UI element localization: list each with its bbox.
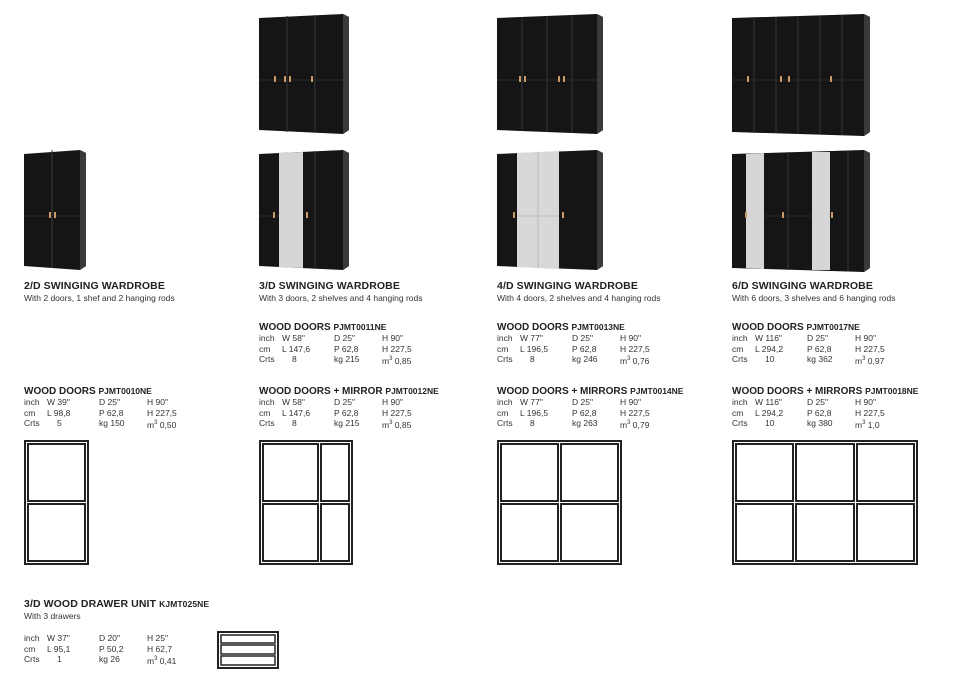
spec-depth: P 62,8 <box>572 343 597 354</box>
spec-depth: D 25" <box>99 397 120 407</box>
spec-depth: P 62,8 <box>807 343 832 354</box>
spec-name: WOOD DOORS <box>24 386 96 397</box>
spec-height: H 227,5 <box>147 407 177 418</box>
spec-depth: D 25" <box>807 397 828 407</box>
spec-block <box>732 386 952 429</box>
spec-width: W 37" <box>47 633 70 643</box>
spec-code: PJMT0017NE <box>806 322 860 332</box>
spec-code: PJMT0014NE <box>630 386 684 396</box>
spec-depth: P 62,8 <box>334 407 359 418</box>
product-title-3d: 3/D SWINGING WARDROBE <box>259 280 400 292</box>
spec-depth: D 25" <box>334 397 355 407</box>
spec-height: H 227,5 <box>382 407 412 418</box>
front-view-2d <box>24 440 89 565</box>
spec-code: PJMT0013NE <box>571 322 625 332</box>
spec-volume: $m^3$ 0,41 <box>147 655 177 666</box>
spec-height: H 90" <box>620 333 641 343</box>
spec-width: L 95,1 <box>47 643 71 654</box>
spec-cartons: 5 <box>57 418 62 428</box>
wardrobe-3d-photo <box>259 14 349 134</box>
front-view-3d <box>259 440 353 565</box>
front-view-6d <box>732 440 918 565</box>
spec-width: L 98,8 <box>47 407 71 418</box>
spec-volume: $m^3$ 0,79 <box>620 419 650 430</box>
spec-depth: P 62,8 <box>807 407 832 418</box>
spec-name: WOOD DOORS <box>497 322 569 333</box>
spec-weight: kg 150 <box>99 418 125 428</box>
spec-block <box>24 633 224 665</box>
spec-cartons: 8 <box>530 418 535 428</box>
spec-width: W 39" <box>47 397 70 407</box>
spec-width: L 196,5 <box>520 343 549 354</box>
spec-height: H 227,5 <box>620 343 650 354</box>
spec-volume: $m^3$ 0,85 <box>382 419 412 430</box>
spec-unit: cm <box>24 407 36 418</box>
spec-height: H 90" <box>620 397 641 407</box>
spec-table <box>259 333 459 365</box>
product-desc-2d: With 2 doors, 1 shef and 2 hanging rods <box>24 293 175 303</box>
spec-volume: $m^3$ 0,85 <box>382 355 412 366</box>
spec-code: PJMT0010NE <box>98 386 152 396</box>
spec-depth: D 25" <box>334 333 355 343</box>
spec-height: H 90" <box>382 333 403 343</box>
drawer-unit-desc: With 3 drawers <box>24 611 81 621</box>
front-view-drawer-unit <box>217 631 279 669</box>
spec-depth: D 25" <box>572 333 593 343</box>
wardrobe-2d-photo <box>24 150 86 270</box>
spec-cartons: 1 <box>57 654 62 664</box>
spec-table <box>497 333 697 365</box>
spec-depth: P 50,2 <box>99 643 124 654</box>
spec-cartons: 8 <box>530 354 535 364</box>
front-view-4d <box>497 440 622 565</box>
spec-cartons: 8 <box>292 354 297 364</box>
spec-unit: Crts <box>732 354 748 364</box>
spec-table <box>259 397 479 429</box>
spec-code: PJMT0011NE <box>333 322 387 332</box>
wardrobe-6d-photo <box>732 14 870 136</box>
spec-name: WOOD DOORS + MIRRORS <box>732 386 863 397</box>
spec-width: L 196,5 <box>520 407 549 418</box>
spec-height: H 227,5 <box>382 343 412 354</box>
spec-unit: cm <box>259 407 271 418</box>
spec-unit: Crts <box>732 418 748 428</box>
spec-unit: inch <box>732 333 748 343</box>
spec-width: W 58" <box>282 333 305 343</box>
spec-weight: kg 246 <box>572 354 598 364</box>
spec-width: L 147,6 <box>282 407 311 418</box>
spec-unit: inch <box>732 397 748 407</box>
spec-depth: D 25" <box>807 333 828 343</box>
spec-unit: inch <box>497 397 513 407</box>
spec-unit: inch <box>259 397 275 407</box>
spec-volume: $m^3$ 0,76 <box>620 355 650 366</box>
spec-block <box>497 322 697 365</box>
spec-block <box>259 386 479 429</box>
product-desc-4d: With 4 doors, 2 shelves and 4 hanging rods <box>497 293 661 303</box>
spec-unit: Crts <box>259 418 275 428</box>
product-desc-6d: With 6 doors, 3 shelves and 6 hanging rods <box>732 293 896 303</box>
spec-height: H 90" <box>855 397 876 407</box>
product-desc-3d: With 3 doors, 2 shelves and 4 hanging rods <box>259 293 423 303</box>
spec-unit: inch <box>497 333 513 343</box>
spec-code: PJMT0012NE <box>385 386 439 396</box>
spec-width: W 116" <box>755 397 782 407</box>
spec-height: H 227,5 <box>620 407 650 418</box>
spec-unit: inch <box>259 333 275 343</box>
spec-table <box>24 633 224 665</box>
spec-unit: Crts <box>24 654 40 664</box>
spec-depth: P 62,8 <box>334 343 359 354</box>
spec-weight: kg 362 <box>807 354 833 364</box>
spec-height: H 90" <box>147 397 168 407</box>
spec-block <box>497 386 717 429</box>
spec-weight: kg 215 <box>334 418 360 428</box>
spec-name: WOOD DOORS + MIRRORS <box>497 386 628 397</box>
spec-height: H 90" <box>855 333 876 343</box>
spec-width: W 77" <box>520 333 543 343</box>
spec-unit: inch <box>24 397 40 407</box>
drawer-unit-title <box>24 598 209 610</box>
spec-code: PJMT0018NE <box>865 386 919 396</box>
spec-height: H 90" <box>382 397 403 407</box>
spec-unit: Crts <box>497 418 513 428</box>
wardrobe-3d-mirror-photo <box>259 150 349 270</box>
spec-width: W 77" <box>520 397 543 407</box>
product-title-2d: 2/D SWINGING WARDROBE <box>24 280 165 292</box>
spec-unit: Crts <box>24 418 40 428</box>
spec-depth: D 20" <box>99 633 120 643</box>
spec-unit: cm <box>732 407 744 418</box>
spec-volume: $m^3$ 0,50 <box>147 419 177 430</box>
spec-unit: cm <box>24 643 36 654</box>
spec-volume: $m^3$ 0,97 <box>855 355 885 366</box>
spec-width: L 294,2 <box>755 343 784 354</box>
spec-block <box>732 322 932 365</box>
spec-cartons: 10 <box>765 418 775 428</box>
wardrobe-4d-photo <box>497 14 603 134</box>
product-title-4d: 4/D SWINGING WARDROBE <box>497 280 638 292</box>
spec-depth: P 62,8 <box>572 407 597 418</box>
spec-table <box>24 397 224 429</box>
spec-width: W 58" <box>282 397 305 407</box>
spec-table <box>497 397 717 429</box>
spec-weight: kg 380 <box>807 418 833 428</box>
product-title-6d: 6/D SWINGING WARDROBE <box>732 280 873 292</box>
spec-block <box>24 386 224 429</box>
spec-unit: cm <box>497 343 509 354</box>
spec-weight: kg 263 <box>572 418 598 428</box>
spec-table <box>732 397 952 429</box>
spec-width: W 116" <box>755 333 782 343</box>
spec-unit: cm <box>497 407 509 418</box>
spec-height: H 25" <box>147 633 168 643</box>
spec-name: WOOD DOORS <box>732 322 804 333</box>
wardrobe-4d-mirror-photo <box>497 150 603 270</box>
spec-width: L 294,2 <box>755 407 784 418</box>
drawer-unit-name: 3/D WOOD DRAWER UNIT <box>24 598 157 610</box>
spec-height: H 227,5 <box>855 343 885 354</box>
spec-width: L 147,6 <box>282 343 311 354</box>
spec-height: H 227,5 <box>855 407 885 418</box>
spec-cartons: 10 <box>765 354 775 364</box>
spec-block <box>259 322 459 365</box>
spec-unit: Crts <box>259 354 275 364</box>
spec-weight: kg 26 <box>99 654 120 664</box>
spec-unit: cm <box>732 343 744 354</box>
spec-depth: P 62,8 <box>99 407 124 418</box>
spec-name: WOOD DOORS <box>259 322 331 333</box>
spec-table <box>732 333 932 365</box>
spec-unit: Crts <box>497 354 513 364</box>
wardrobe-6d-mirror-photo <box>732 150 870 272</box>
spec-name: WOOD DOORS + MIRROR <box>259 386 383 397</box>
spec-unit: cm <box>259 343 271 354</box>
drawer-unit-code: KJMT025NE <box>159 599 210 609</box>
spec-height: H 62,7 <box>147 643 173 654</box>
spec-depth: D 25" <box>572 397 593 407</box>
spec-volume: $m^3$ 1,0 <box>855 419 880 430</box>
spec-cartons: 8 <box>292 418 297 428</box>
spec-weight: kg 215 <box>334 354 360 364</box>
spec-unit: inch <box>24 633 40 643</box>
